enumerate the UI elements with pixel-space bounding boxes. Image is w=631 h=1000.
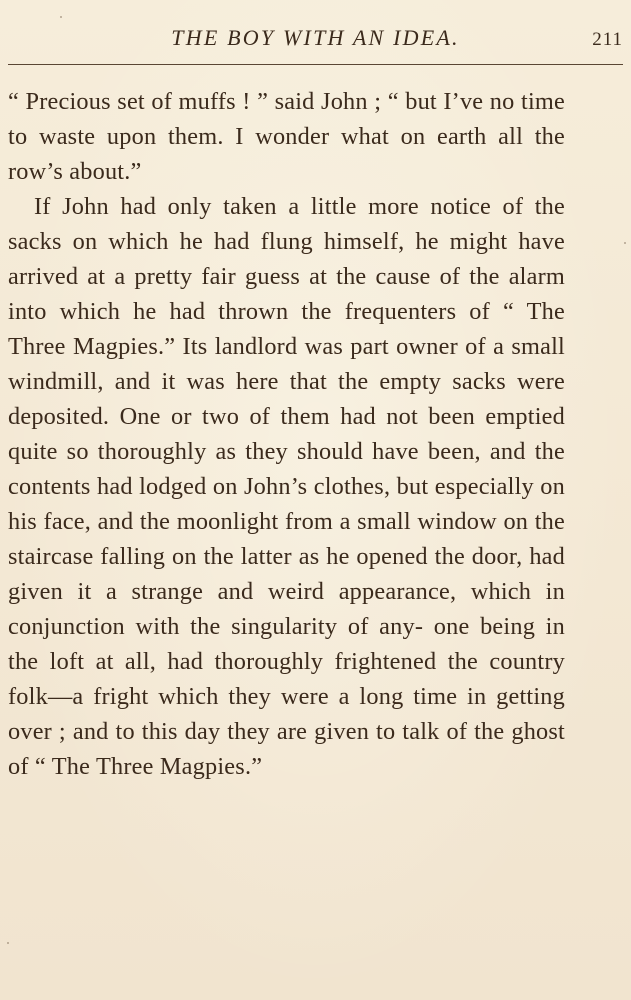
paper-speck: [624, 242, 626, 244]
page-number: 211: [592, 29, 623, 50]
header-rule: [8, 64, 623, 65]
paper-speck: [60, 16, 62, 18]
running-title: THE BOY WITH AN IDEA.: [171, 25, 460, 50]
body-text: [8, 84, 565, 784]
paragraph-2: If John had only taken a little more notice of the sacks on which he had flung himself, he might have arrived at a pretty fair guess at the cause of the alarm into which he had thrown the frequenters of “ The Three Magpies.” Its landlord was part owner of a small windmill, and it was here that the empty sacks were deposited. One or two of them had not been emptied quite so thoroughly as they should have been, and the contents had lodged on John’s clothes, but especially on his face, and the moonlight from a small window on the staircase falling on the latter as he opened the door, had given it a strange and weird appearance, which in conjunction with the singularity of any- one being in the loft at all, had thoroughly frightened the country folk—a fright which they were a long time in getting over ; and to this day they are given to talk of the ghost of “ The Three Magpies.”: [8, 193, 565, 780]
page-header: [8, 24, 623, 58]
paragraph-1: “ Precious set of muffs ! ” said John ; “ but I’ve no time to waste upon them. I wonder what on earth all the row’s about.”: [8, 88, 565, 185]
paper-speck: [7, 942, 9, 944]
